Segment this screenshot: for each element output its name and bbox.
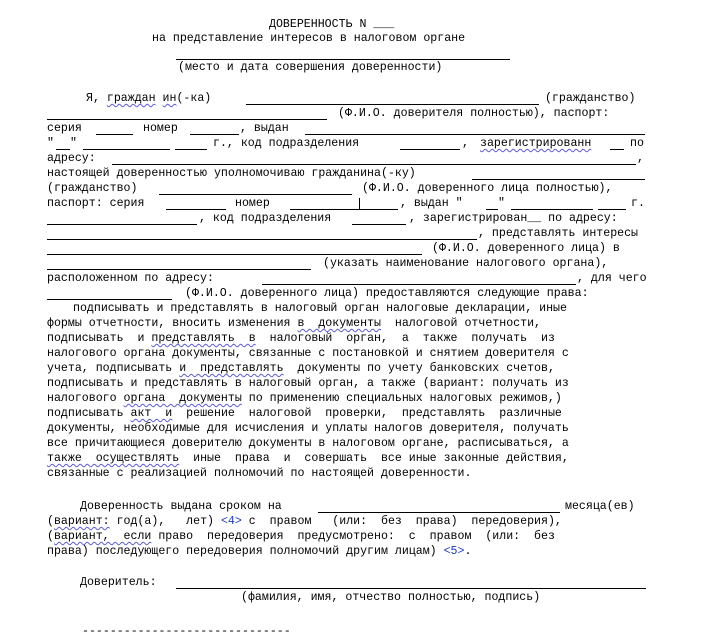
footnote-separator: ------------------------------ <box>82 625 291 638</box>
rep-fio-caption: (Ф.И.О. доверенного лица полностью), <box>362 182 613 195</box>
for-which-text: , для чего <box>577 272 647 285</box>
term-variant-line: права) последующего передоверия полномочий другим лицам) <5>. <box>47 545 472 558</box>
rep-passport-number-label: номер <box>235 197 270 210</box>
citizenship-caption: (гражданство) <box>545 92 636 105</box>
signature-blank[interactable] <box>176 588 646 589</box>
rights-line: связанные с реализацией полномочий по настоящей доверенности. <box>47 467 472 480</box>
signatory-label: Доверитель: <box>80 576 157 589</box>
comma: , <box>462 137 469 150</box>
rep-fio-blank[interactable] <box>47 254 422 255</box>
rep-issued-label: , выдан " <box>400 197 463 210</box>
tax-authority-address-blank[interactable] <box>262 284 576 285</box>
grantor-name-blank[interactable] <box>246 104 539 105</box>
passport-series-blank[interactable] <box>96 134 133 135</box>
term-variant-line: (вариант: год(а), лет) <4> с правом (или: без права) передоверия), <box>47 515 562 528</box>
rep-dept-code-label: , код подразделения <box>199 212 332 225</box>
comma: , <box>637 152 644 165</box>
rights-line: подписывать и представлять в налоговый орган, а также получать из <box>47 332 555 345</box>
rights-line: подписывать акт и решение налоговой проверки, представлять различные <box>47 407 562 420</box>
place-date-caption: (место и дата совершения доверенности) <box>178 61 443 74</box>
term-months-label: месяца(ев) <box>565 500 635 513</box>
rep-issue-year-blank[interactable] <box>598 209 626 210</box>
date-quote-open: " <box>47 137 54 150</box>
grantor-fio-caption: (Ф.И.О. доверителя полностью), паспорт: <box>338 107 610 120</box>
representative-name-blank[interactable] <box>472 179 645 180</box>
rights-line: подписывать и представлять в налоговый орган, а также (вариант: получать из <box>47 377 569 390</box>
rep-citizenship-caption: (гражданство) <box>47 182 138 195</box>
passport-issued-label: , выдан <box>240 122 289 135</box>
rights-line: налогового органа документы, связанные с постановкой и снятием доверителя с <box>47 347 569 360</box>
rep-issue-day-blank[interactable] <box>486 209 498 210</box>
rights-line: также осуществлять иные права и совершать все иные законные действия, <box>47 452 569 465</box>
date-quote-close: " <box>70 137 77 150</box>
address-label: адресу: <box>47 152 96 165</box>
signature-caption: (фамилия, имя, отчество полностью, подпись) <box>241 591 541 604</box>
rep-passport-series-label: паспорт: серия <box>47 197 145 210</box>
document-title: ДОВЕРЕННОСТЬ N ___ <box>269 18 395 31</box>
year-abbr: г. <box>631 197 645 210</box>
rights-line: подписывать и представлять в налоговый орган налоговые декларации, иные <box>73 302 567 315</box>
issue-day-blank[interactable] <box>56 149 70 150</box>
issue-year-blank[interactable] <box>175 149 207 150</box>
rights-intro-text: (Ф.И.О. доверенного лица) предоставляются следующие права: <box>185 287 589 300</box>
represent-interests-text: , представлять интересы <box>478 227 639 240</box>
dept-code-blank[interactable] <box>400 149 460 150</box>
date-quote-close: " <box>498 197 505 210</box>
passport-series-label: серия <box>47 122 82 135</box>
passport-number-label: номер <box>143 122 178 135</box>
grantor-address-blank[interactable] <box>112 164 636 165</box>
registered-label: зарегистрированн <box>480 137 592 150</box>
passport-issued-blank[interactable] <box>305 134 645 135</box>
rep-issuer-blank[interactable] <box>47 224 197 225</box>
issue-month-blank[interactable] <box>83 149 170 150</box>
rights-line: формы отчетности, вносить изменения в документы налоговой отчетности, <box>47 317 541 330</box>
registered-suffix-blank[interactable] <box>610 149 624 150</box>
rep-issue-month-blank[interactable] <box>511 209 593 210</box>
footnote-ref-4[interactable]: <4> <box>220 515 242 528</box>
rights-line: налогового органа документы по применению специальных налоговых режимов,) <box>47 392 562 405</box>
dept-code-label: г., код подразделения <box>213 137 360 150</box>
located-at-label: расположенном по адресу: <box>47 272 214 285</box>
rep-fio-in-caption: (Ф.И.О. доверенного лица) в <box>432 242 620 255</box>
term-variant-line: (вариант, если право передоверия предусмотрено: с правом (или: без <box>47 530 555 543</box>
document-subtitle: на представление интересов в налоговом органе <box>152 32 466 45</box>
rights-line: все причитающиеся доверителю документы в налоговом органе, расписываться, а <box>47 437 569 450</box>
text-cursor <box>359 198 360 210</box>
rep-registered-label: , зарегистрирован__ по адресу: <box>409 212 618 225</box>
tax-authority-blank[interactable] <box>47 269 311 270</box>
term-blank[interactable] <box>318 512 560 513</box>
po-label: по <box>630 137 644 150</box>
passport-number-blank[interactable] <box>190 134 239 135</box>
footnote-ref-5[interactable]: <5> <box>443 545 465 558</box>
grantor-citizenship-blank[interactable] <box>47 119 327 120</box>
rights-line: документы, необходимые для исчисления и уплаты налогов доверителя, получать <box>47 422 569 435</box>
rep-address-blank[interactable] <box>47 239 477 240</box>
rep-fio-rights-blank[interactable] <box>47 299 172 300</box>
term-label: Доверенность выдана сроком на <box>80 500 282 513</box>
tax-authority-caption: (указать наименование налогового органа), <box>323 257 609 270</box>
rep-citizenship-blank[interactable] <box>159 194 352 195</box>
authorize-text: настоящей доверенностью уполномочиваю гражданина(-ку) <box>47 167 416 180</box>
rep-passport-number-blank[interactable] <box>290 209 398 210</box>
rep-dept-code-blank[interactable] <box>352 224 406 225</box>
place-date-blank[interactable] <box>176 59 510 60</box>
rights-line: учета, подписывать и представлять документы по учету банковских счетов, <box>47 362 555 375</box>
rep-passport-series-blank[interactable] <box>166 209 226 210</box>
grantor-line: Я, граждан ин(-ка) <box>86 92 212 105</box>
